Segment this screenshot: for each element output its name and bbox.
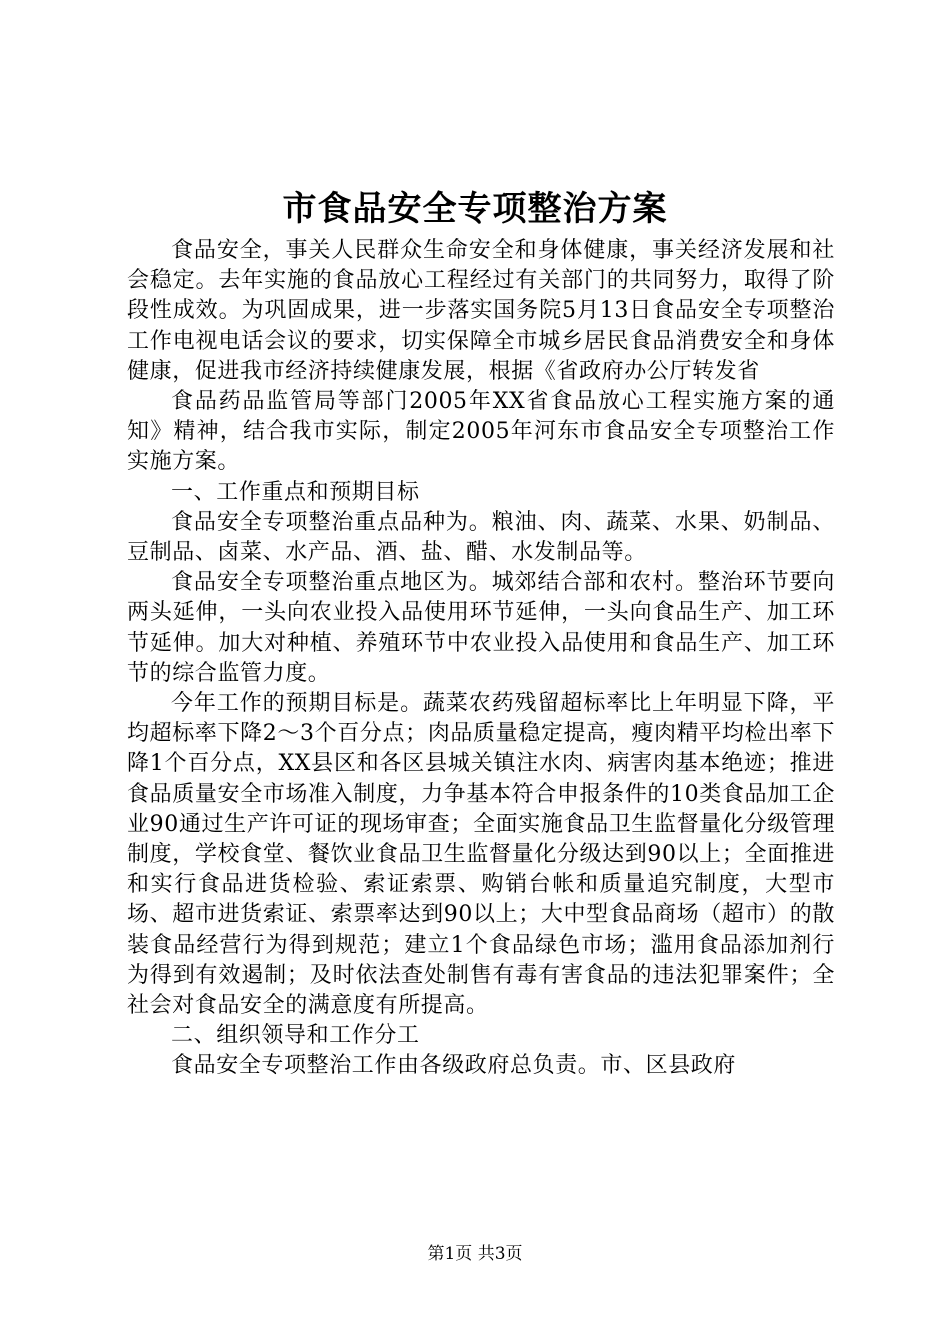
section-heading-1: 一、工作重点和预期目标 <box>171 479 420 505</box>
paragraph-notice: 食品药品监管局等部门2005年XX省食品放心工程实施方案的通知》精神，结合我市实际，制定2005年河东市食品安全专项整治工作实施方案。 <box>127 389 835 475</box>
document-title: 市食品安全专项整治方案 <box>282 189 668 229</box>
paragraph-key-varieties: 食品安全专项整治重点品种为。粮油、肉、蔬菜、水果、奶制品、豆制品、卤菜、水产品、酒、盐、醋、水发制品等。 <box>127 509 835 566</box>
paragraph-expected-goals: 今年工作的预期目标是。蔬菜农药残留超标率比上年明显下降，平均超标率下降2～3个百分点；肉品质量稳定提高，瘦肉精平均检出率下降1个百分点，XX县区和各区县城关镇注水肉、病害肉基本绝迹；推进食品质量安全市场准入制度，力争基本符合申报条件的10类食品加工企业90通过生产许可证的现场审查；全面实施食品卫生监督量化分级管理制度，学校食堂、餐饮业食品卫生监督量化分级达到90以上；全面推进和实行食品进货检验、索证索票、购销台帐和质量追究制度，大型市场、超市进货索证、索票率达到90以上；大中型食品商场（超市）的散装食品经营行为得到规范；建立1个食品绿色市场；滥用食品添加剂行为得到有效遏制；及时依法查处制售有毒有害食品的违法犯罪案件；全社会对食品安全的满意度有所提高。 <box>127 691 835 1019</box>
section-heading-2: 二、组织领导和工作分工 <box>171 1023 420 1049</box>
page-footer: 第1页 共3页 <box>427 1244 523 1264</box>
paragraph-organization: 食品安全专项整治工作由各级政府总负责。市、区县政府 <box>171 1053 737 1079</box>
paragraph-intro: 食品安全，事关人民群众生命安全和身体健康，事关经济发展和社会稳定。去年实施的食品放心工程经过有关部门的共同努力，取得了阶段性成效。为巩固成果，进一步落实国务院5月13日食品安全专项整治工作电视电话会议的要求，切实保障全市城乡居民食品消费安全和身体健康，促进我市经济持续健康发展，根据《省政府办公厅转发省 <box>127 238 835 384</box>
document-body <box>127 236 835 1082</box>
paragraph-key-regions: 食品安全专项整治重点地区为。城郊结合部和农村。整治环节要向两头延伸，一头向农业投入品使用环节延伸，一头向食品生产、加工环节延伸。加大对种植、养殖环节中农业投入品使用和食品生产、加工环节的综合监管力度。 <box>127 570 835 686</box>
